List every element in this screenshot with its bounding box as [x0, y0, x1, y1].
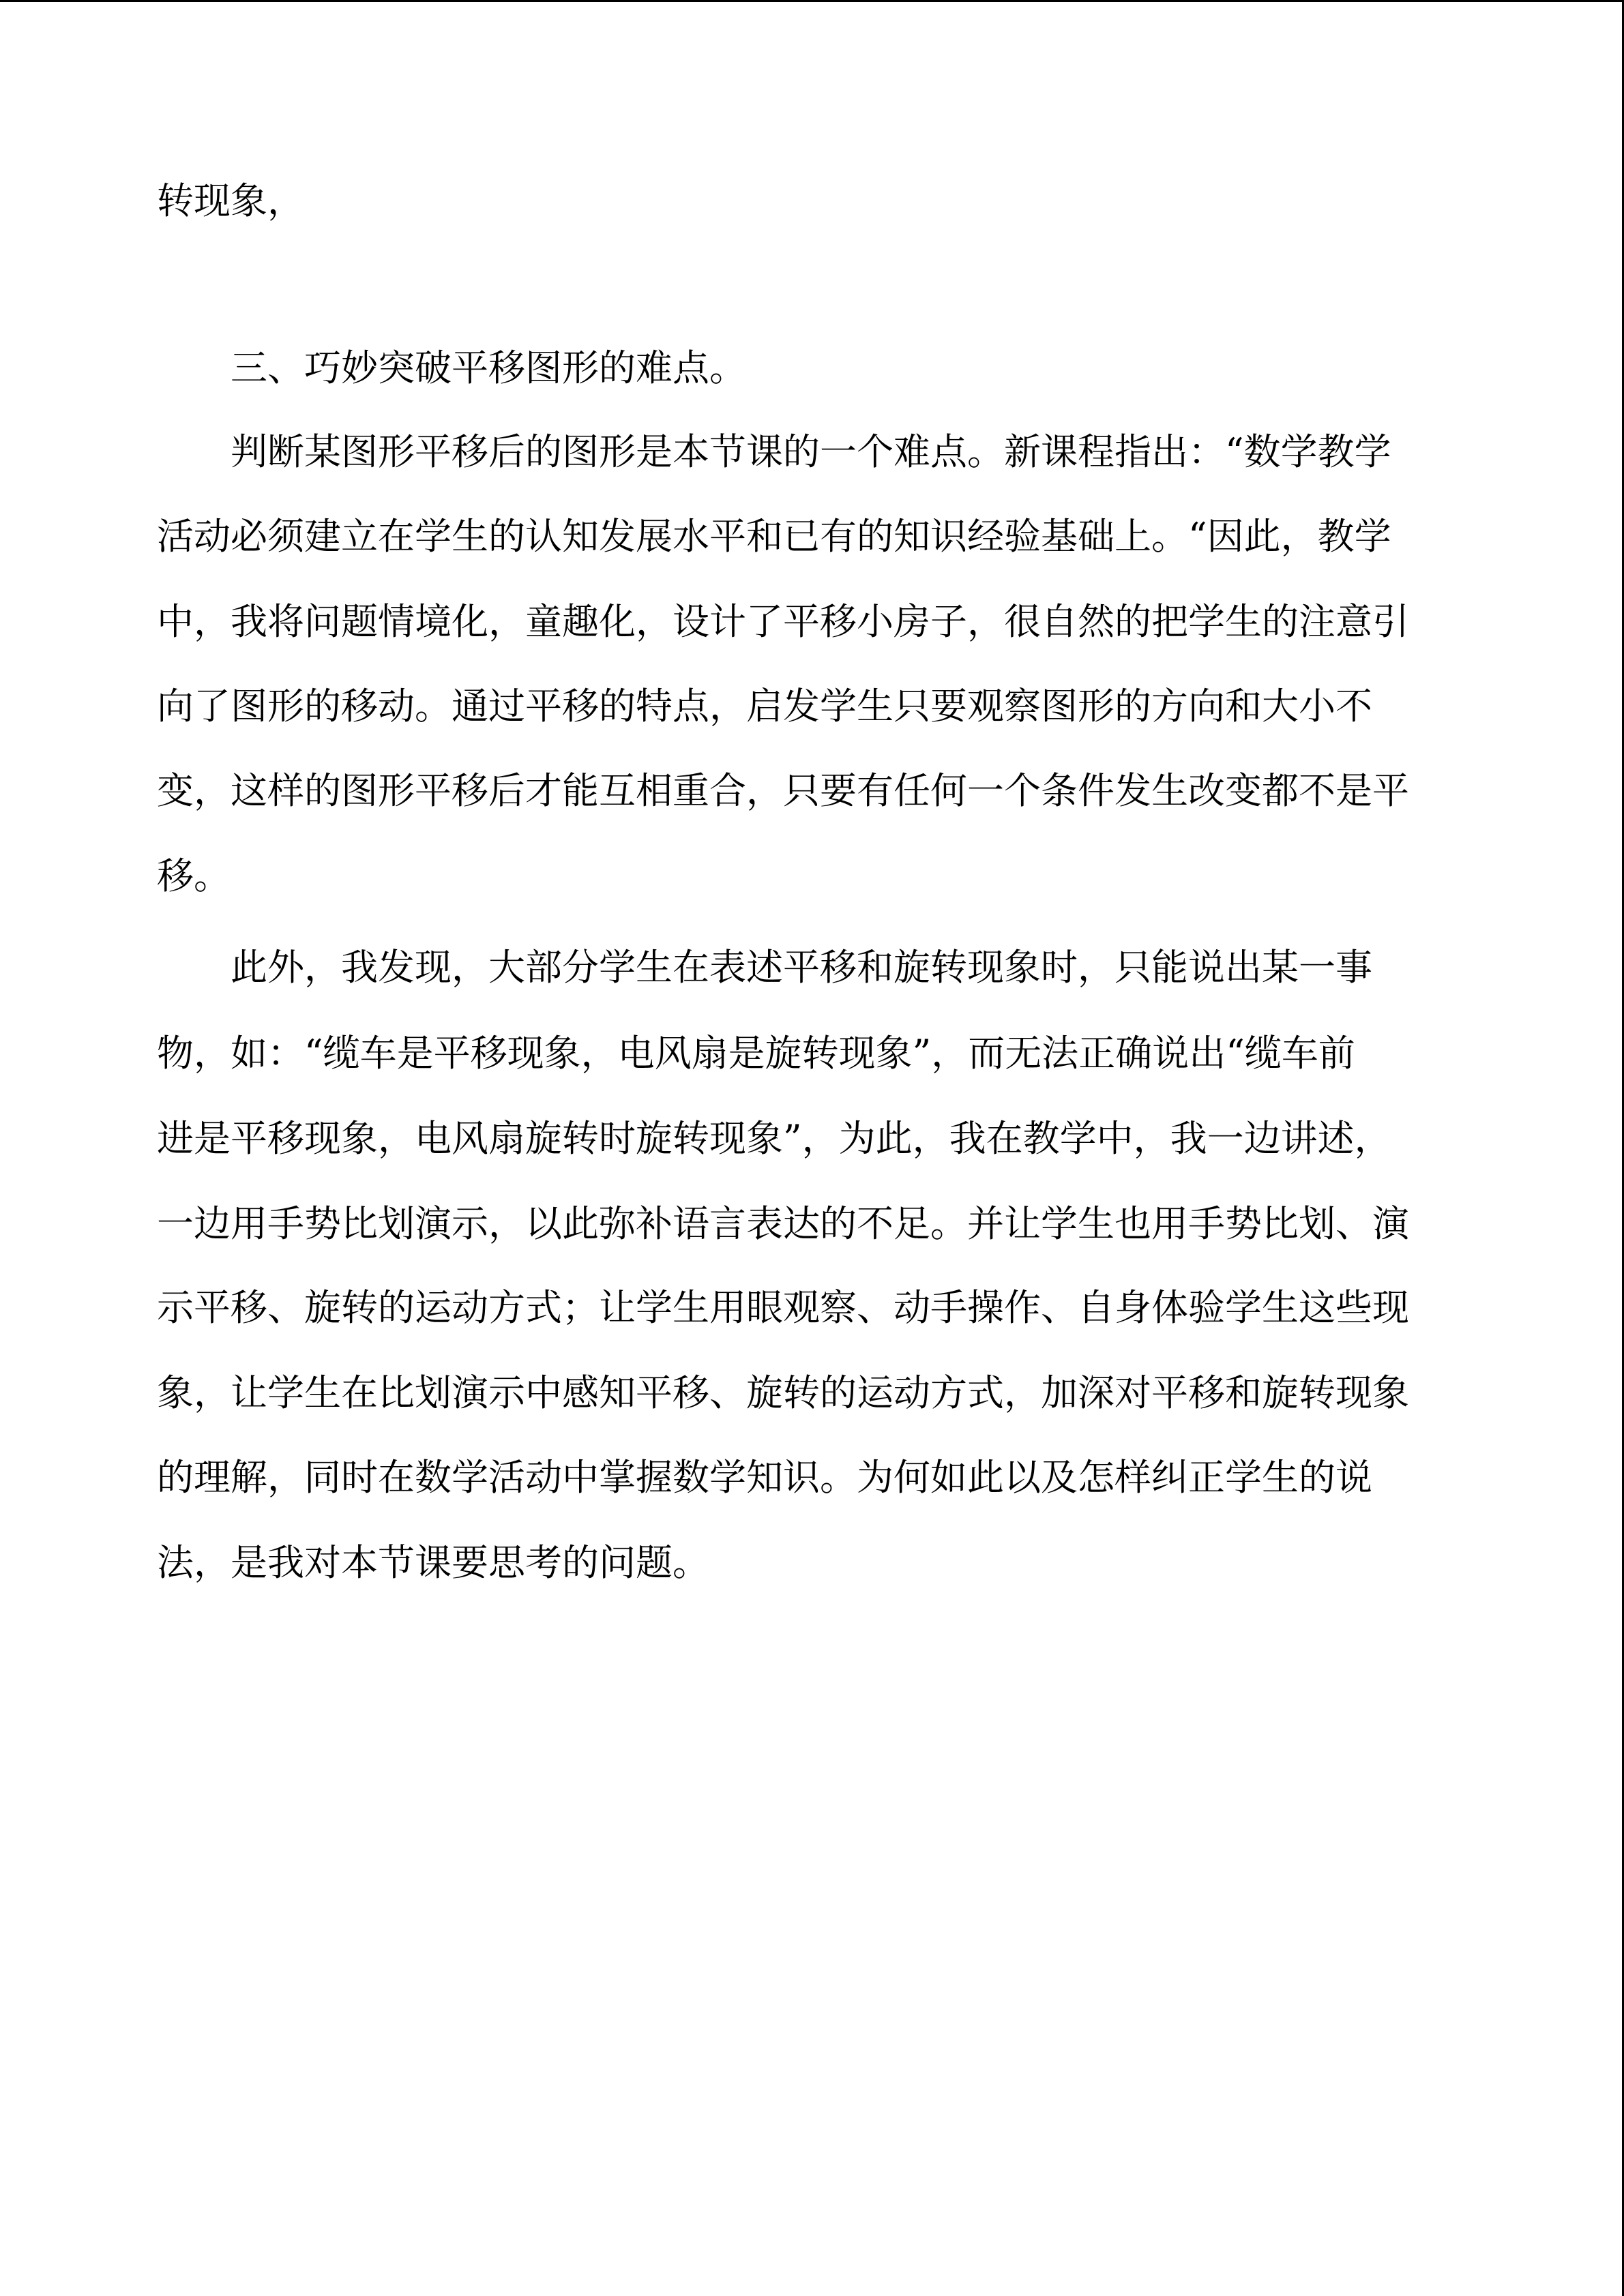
text-line-3: 判断某图形平移后的图形是本节课的一个难点。新课程指出：“数学教学: [231, 430, 1391, 473]
text-line-13: 示平移、旋转的运动方式；让学生用眼观察、动手操作、自身体验学生这些现: [157, 1286, 1409, 1329]
text-line-16: 法，是我对本节课要思考的问题。: [157, 1541, 709, 1584]
text-line-15: 的理解，同时在数学活动中掌握数学知识。为何如此以及怎样纠正学生的说: [157, 1456, 1372, 1499]
text-line-9: 此外，我发现，大部分学生在表述平移和旋转现象时，只能说出某一事: [231, 946, 1372, 989]
text-line-12: 一边用手势比划演示，以此弥补语言表达的不足。并让学生也用手势比划、演: [157, 1202, 1409, 1245]
text-line-1: 转现象，: [157, 179, 304, 222]
text-line-14: 象，让学生在比划演示中感知平移、旋转的运动方式，加深对平移和旋转现象: [157, 1371, 1409, 1414]
text-line-4: 活动必须建立在学生的认知发展水平和已有的知识经验基础上。“因此，教学: [157, 515, 1391, 558]
section-heading: 三、巧妙突破平移图形的难点。: [231, 346, 746, 389]
text-line-7: 变，这样的图形平移后才能互相重合，只要有任何一个条件发生改变都不是平: [157, 769, 1409, 812]
text-line-5: 中，我将问题情境化，童趣化，设计了平移小房子，很自然的把学生的注意引: [157, 600, 1409, 643]
text-line-8: 移。: [157, 854, 231, 897]
text-line-11: 进是平移现象，电风扇旋转时旋转现象”，为此，我在教学中，我一边讲述，: [157, 1117, 1391, 1160]
text-line-10: 物，如：“缆车是平移现象，电风扇是旋转现象”，而无法正确说出“缆车前: [157, 1032, 1355, 1075]
text-line-6: 向了图形的移动。通过平移的特点，启发学生只要观察图形的方向和大小不: [157, 685, 1372, 728]
